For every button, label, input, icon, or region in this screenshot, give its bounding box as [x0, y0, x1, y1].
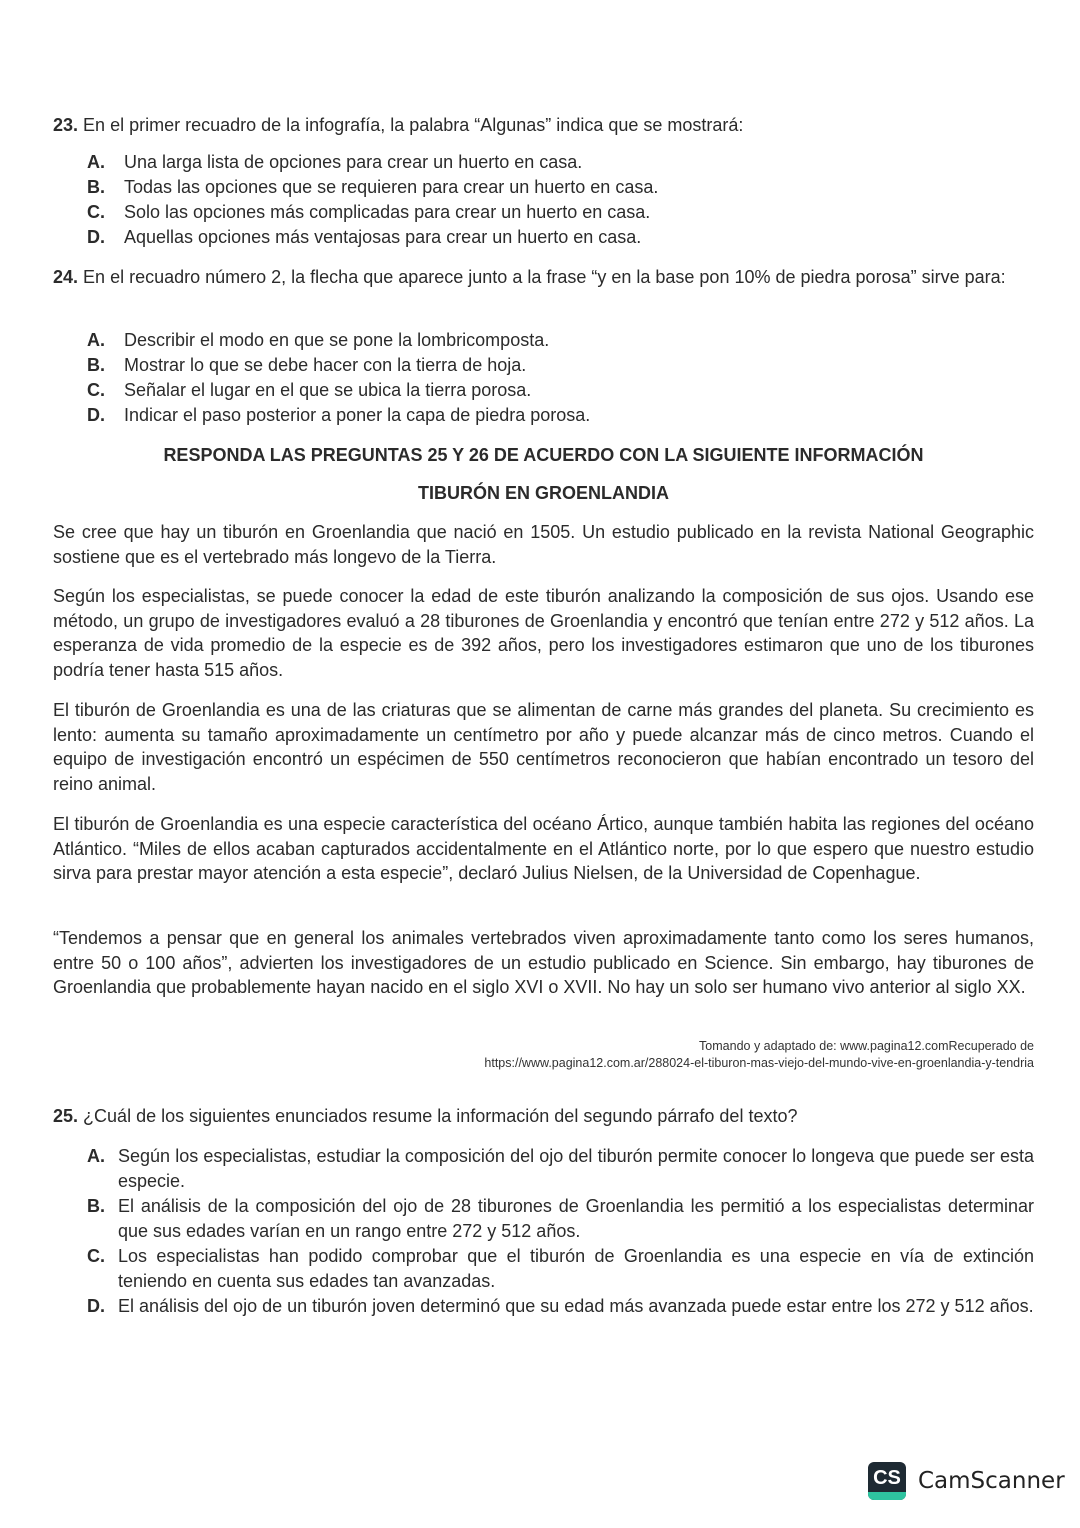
article-source	[484, 1038, 1034, 1072]
question-number: 24.	[53, 267, 79, 287]
camscanner-watermark	[868, 1462, 1065, 1500]
source-url[interactable]: https://www.pagina12.com.ar/288024-el-tiburon-mas-viejo-del-mundo-vive-en-groenlandia-y-tendria	[484, 1056, 1034, 1070]
source-credit: Tomando y adaptado de: www.pagina12.comRecuperado de	[699, 1039, 1034, 1053]
logo-accent-bar	[868, 1492, 906, 1500]
question-25-stem	[53, 1104, 1034, 1129]
camscanner-name: CamScanner	[918, 1468, 1065, 1494]
option-c[interactable]: C. Los especialistas han podido comprobar que el tiburón de Groenlandia es una especie en vía de extinción teniendo en cuenta sus edades tan avanzadas.	[87, 1246, 1034, 1291]
question-25-options	[87, 1144, 1034, 1319]
option-a[interactable]: A. Según los especialistas, estudiar la composición del ojo del tiburón permite conocer lo longeva que puede ser esta especie.	[87, 1146, 1034, 1191]
option-d[interactable]: D. El análisis del ojo de un tiburón joven determinó que su edad más avanzada puede estar entre los 272 y 512 años.	[87, 1296, 1034, 1316]
option-b[interactable]: B. Todas las opciones que se requieren para crear un huerto en casa.	[87, 177, 659, 197]
question-23-stem	[53, 113, 1034, 138]
question-24-stem	[53, 265, 1034, 290]
question-number: 23.	[53, 115, 79, 135]
option-a[interactable]: A. Describir el modo en que se pone la lombricomposta.	[87, 330, 550, 350]
camscanner-logo-icon: CS	[868, 1462, 906, 1500]
option-d[interactable]: D. Aquellas opciones más ventajosas para crear un huerto en casa.	[87, 227, 642, 247]
article-title: TIBURÓN EN GROENLANDIA	[418, 483, 669, 503]
article-paragraph-1: Se cree que hay un tiburón en Groenlandia que nació en 1505. Un estudio publicado en la revista National Geographic sostiene que es el vertebrado más longevo de la Tierra.	[53, 522, 1034, 567]
option-c[interactable]: C. Solo las opciones más complicadas para crear un huerto en casa.	[87, 202, 651, 222]
question-text: ¿Cuál de los siguientes enunciados resume la información del segundo párrafo del texto?	[83, 1106, 798, 1126]
article-paragraph-3: El tiburón de Groenlandia es una de las criaturas que se alimentan de carne más grandes del planeta. Su crecimiento es lento: aumenta su tamaño aproximadamente un centímetro por año y puede alcanzar más de cinco metros. Cuando el equipo de investigación encontró un espécimen de 550 centímetros reconocieron que habían encontrado un tesoro del reino animal.	[53, 700, 1034, 794]
option-b[interactable]: B. El análisis de la composición del ojo de 28 tiburones de Groenlandia les permitió a los especialistas determinar que sus edades varían en un rango entre 272 y 512 años.	[87, 1196, 1034, 1241]
question-23-options	[87, 150, 1034, 250]
article-paragraph-2: Según los especialistas, se puede conocer la edad de este tiburón analizando la composición de sus ojos. Usando ese método, un grupo de investigadores evaluó a 28 tiburones de Groenlandia y encontró que tenían entre 272 y 512 años. La esperanza de vida promedio de la especie es de 392 años, pero los investigadores estimaron que uno de los tiburones podría tener hasta 515 años.	[53, 586, 1034, 680]
option-b[interactable]: B. Mostrar lo que se debe hacer con la tierra de hoja.	[87, 355, 527, 375]
question-number: 25.	[53, 1106, 79, 1126]
option-c[interactable]: C. Señalar el lugar en el que se ubica la tierra porosa.	[87, 380, 532, 400]
question-text: En el primer recuadro de la infografía, la palabra “Algunas” indica que se mostrará:	[83, 115, 744, 135]
article-paragraph-5: “Tendemos a pensar que en general los animales vertebrados viven aproximadamente tanto como los seres humanos, entre 50 o 100 años”, advierten los investigadores de un estudio publicado en Science. Sin embargo, hay tiburones de Groenlandia que probablemente hayan nacido en el siglo XVI o XVII. No hay un solo ser humano vivo anterior al siglo XX.	[53, 928, 1034, 998]
article-paragraph-4: El tiburón de Groenlandia es una especie característica del océano Ártico, aunque también habita las regiones del océano Atlántico. “Miles de ellos acaban capturados accidentalmente en el Atlántico norte, por lo que espero que nuestro estudio sirva para prestar mayor atención a esta especie”, declaró Julius Nielsen, de la Universidad de Copenhague.	[53, 814, 1034, 884]
question-text: En el recuadro número 2, la flecha que aparece junto a la frase “y en la base pon 10% de piedra porosa” sirve para:	[83, 267, 1006, 287]
option-d[interactable]: D. Indicar el paso posterior a poner la capa de piedra porosa.	[87, 405, 591, 425]
section-instruction: RESPONDA LAS PREGUNTAS 25 Y 26 DE ACUERDO CON LA SIGUIENTE INFORMACIÓN	[163, 445, 924, 465]
question-24-options	[87, 328, 1034, 428]
option-a[interactable]: A. Una larga lista de opciones para crear un huerto en casa.	[87, 152, 583, 172]
